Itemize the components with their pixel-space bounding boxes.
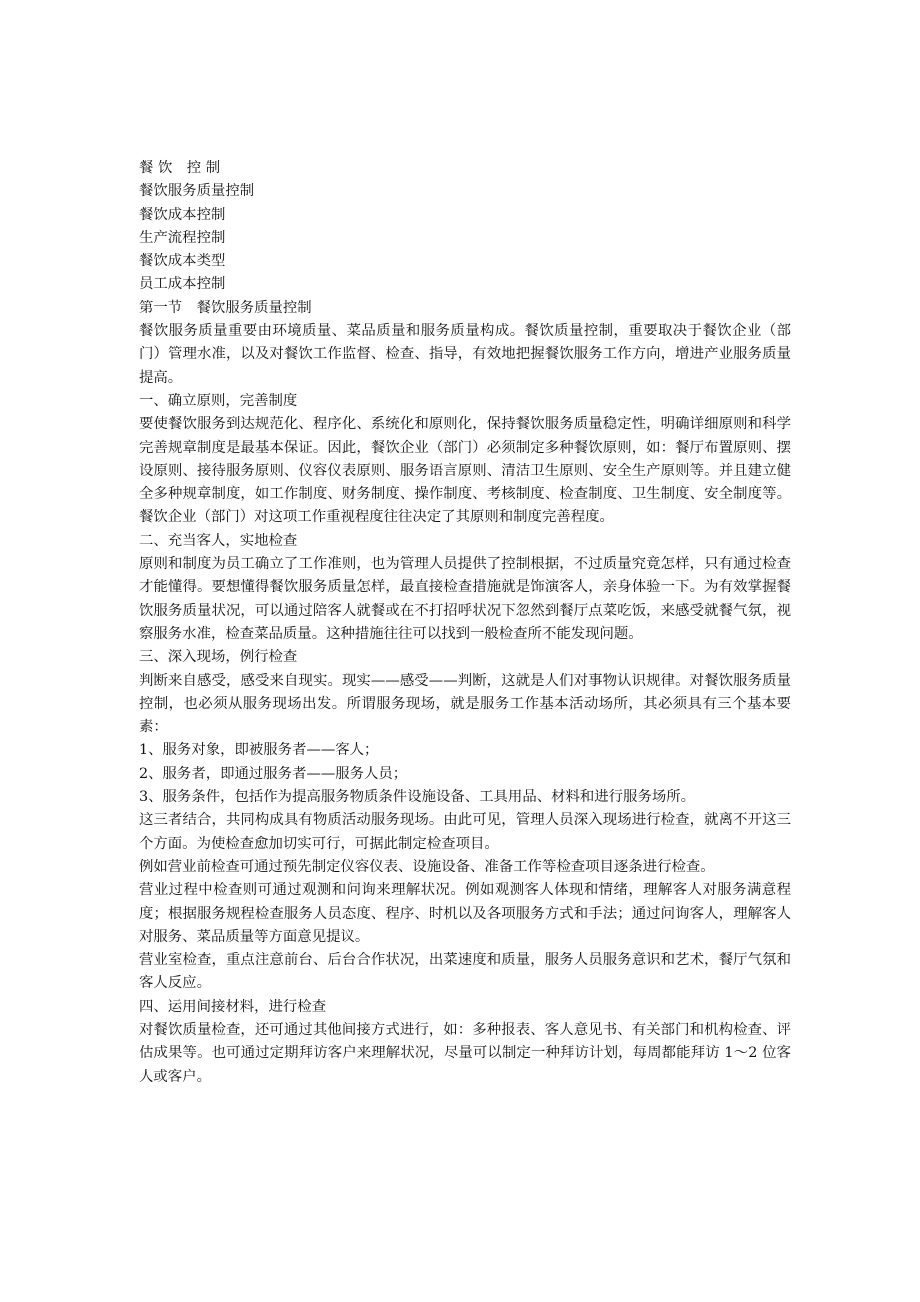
list-item: 1、服务对象，即被服务者——客人； — [139, 742, 379, 759]
toc-item-production-flow: 生产流程控制 — [139, 229, 226, 246]
subsection-heading: 一、确立原则，完善制度 — [139, 392, 298, 409]
section-heading: 第一节 餐饮服务质量控制 — [139, 299, 312, 316]
toc-item-cost-control: 餐饮成本控制 — [139, 206, 226, 223]
list-item: 2、服务者，即通过服务者——服务人员； — [139, 765, 408, 782]
toc-item-cost-types: 餐饮成本类型 — [139, 253, 226, 270]
subsection-heading: 三、深入现场，例行检查 — [139, 649, 298, 666]
subsection-heading: 二、充当客人，实地检查 — [139, 532, 298, 549]
document-body — [139, 157, 791, 1089]
toc-item-staff-cost: 员工成本控制 — [139, 276, 226, 293]
paragraph: 营业室检查，重点注意前台、后台合作状况，出菜速度和质量，服务人员服务意识和艺术，餐厅气氛和客人反应。 — [139, 952, 791, 992]
paragraph: 餐饮服务质量重要由环境质量、菜品质量和服务质量构成。餐饮质量控制，重要取决于餐饮企业（部门）管理水准，以及对餐饮工作监督、检查、指导，有效地把握餐饮服务工作方向，增进产业服务质量提高。 — [139, 323, 791, 386]
paragraph: 要使餐饮服务到达规范化、程序化、系统化和原则化，保持餐饮服务质量稳定性，明确详细原则和科学完善规章制度是最基本保证。因此，餐饮企业（部门）必须制定多种餐饮原则，如：餐厅布置原则、摆设原则、接待服务原则、仪容仪表原则、服务语言原则、清洁卫生原则、安全生产原则等。并且建立健全多种规章制度，如工作制度、财务制度、操作制度、考核制度、检查制度、卫生制度、安全制度等。餐饮企业（部门）对这项工作重视程度往往决定了其原则和制度完善程度。 — [139, 416, 791, 526]
subsection-heading: 四、运用间接材料，进行检查 — [139, 998, 327, 1015]
paragraph: 对餐饮质量检查，还可通过其他间接方式进行，如：多种报表、客人意见书、有关部门和机构检查、评估成果等。也可通过定期拜访客户来理解状况，尽量可以制定一种拜访计划，每周都能拜访 1～2 位客人或客户。 — [139, 1021, 791, 1085]
paragraph: 判断来自感受，感受来自现实。现实——感受——判断，这就是人们对事物认识规律。对餐饮服务质量控制，也必须从服务现场出发。所谓服务现场，就是服务工作基本活动场所，其必须具有三个基本要素： — [139, 672, 791, 736]
doc-title: 餐 饮 控 制 — [139, 160, 221, 176]
list-item: 3、服务条件，包括作为提高服务物质条件设施设备、工具用品、材料和进行服务场所。 — [139, 789, 696, 806]
toc-item-service-quality: 餐饮服务质量控制 — [139, 183, 255, 200]
paragraph: 这三者结合，共同构成具有物质活动服务现场。由此可见，管理人员深入现场进行检查，就离不开这三个方面。为使检查愈加切实可行，可据此制定检查项目。 — [139, 812, 791, 852]
paragraph: 原则和制度为员工确立了工作准则，也为管理人员提供了控制根据，不过质量究竟怎样，只有通过检查才能懂得。要想懂得餐饮服务质量怎样，最直接检查措施就是饰演客人，亲身体验一下。为有效掌握餐饮服务质量状况，可以通过陪客人就餐或在不打招呼状况下忽然到餐厅点菜吃饭，来感受就餐气氛，视察服务水准，检查菜品质量。这种措施往往可以找到一般检查所不能发现问题。 — [139, 556, 791, 642]
paragraph: 营业过程中检查则可通过观测和问询来理解状况。例如观测客人体现和情绪，理解客人对服务满意程度；根据服务规程检查服务人员态度、程序、时机以及各项服务方式和手法；通过问询客人，理解客人对服务、菜品质量等方面意见提议。 — [139, 882, 791, 945]
paragraph: 例如营业前检查可通过预先制定仪容仪表、设施设备、准备工作等检查项目逐条进行检查。 — [139, 858, 715, 875]
